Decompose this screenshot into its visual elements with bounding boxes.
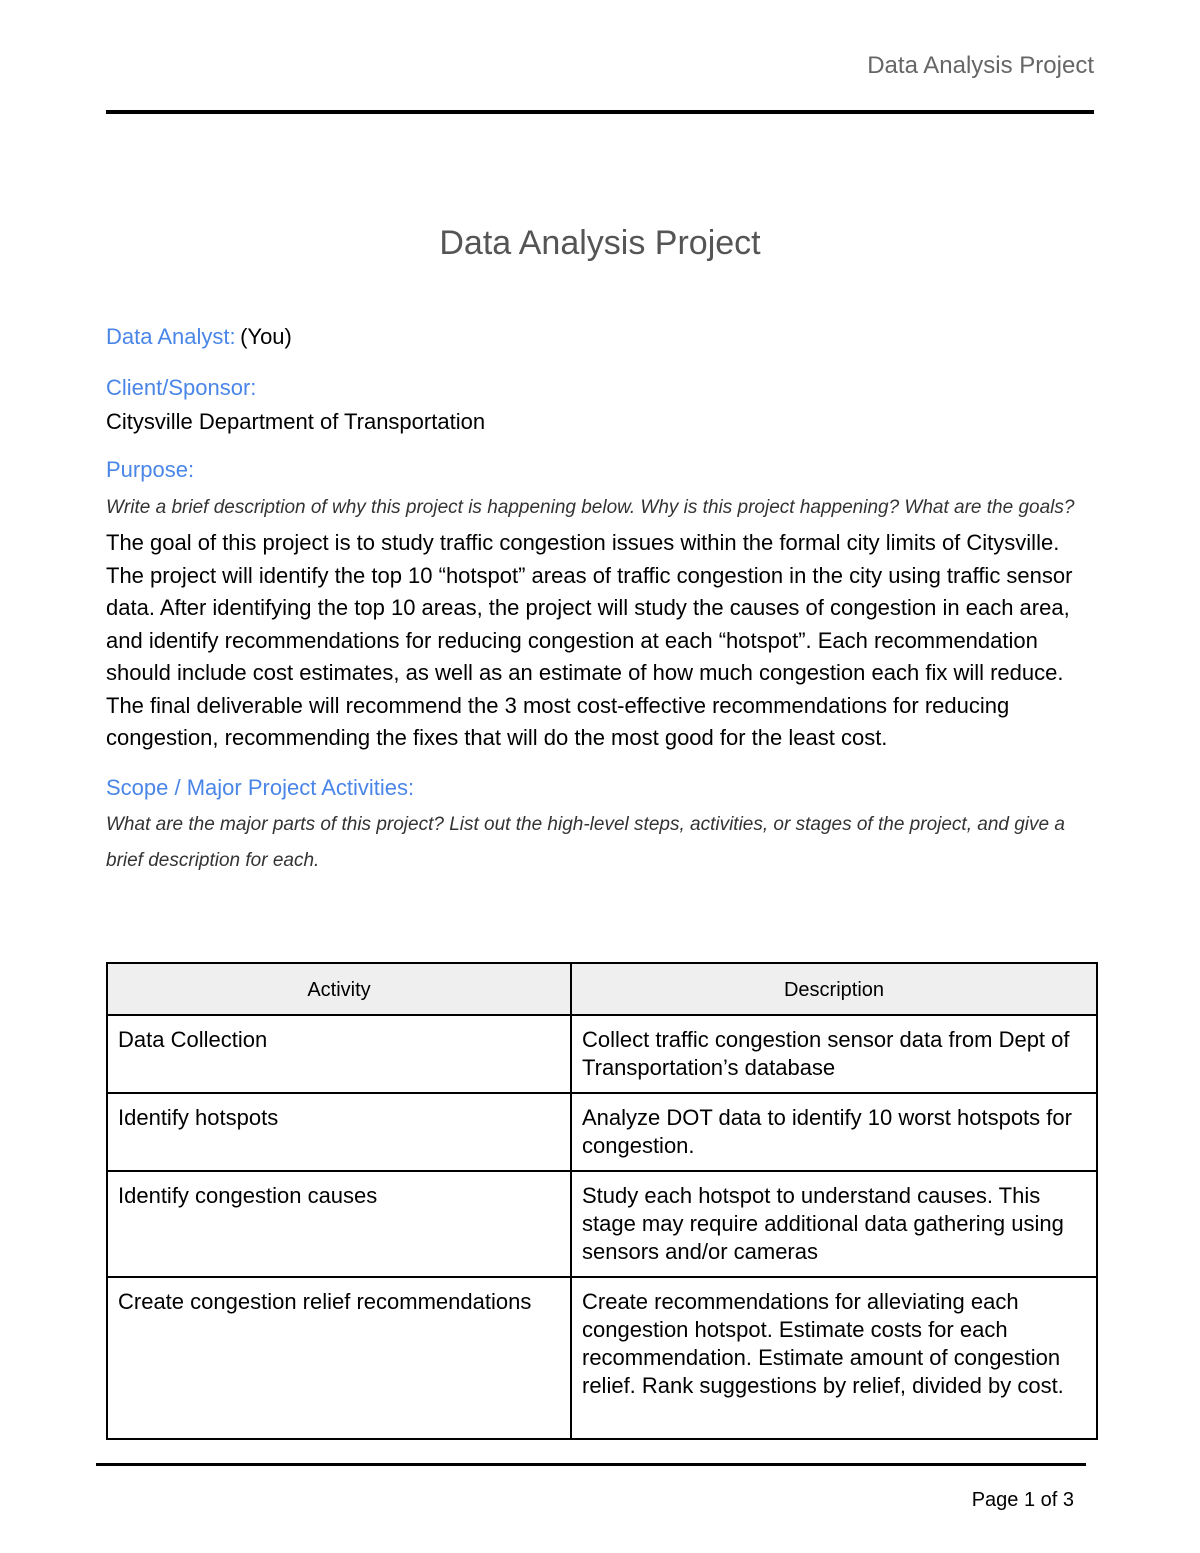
description-cell: Study each hotspot to understand causes. This stage may require additional data gathering using sensors and/or cameras xyxy=(571,1171,1097,1277)
scope-label: Scope / Major Project Activities: xyxy=(106,774,415,800)
description-cell: Analyze DOT data to identify 10 worst hotspots for congestion. xyxy=(571,1093,1097,1171)
scope-section xyxy=(106,771,1096,879)
activity-cell: Data Collection xyxy=(107,1015,571,1093)
activity-column-header: Activity xyxy=(107,963,571,1015)
table-header-row xyxy=(107,963,1097,1015)
activity-cell: Identify hotspots xyxy=(107,1093,571,1171)
page-header-text: Data Analysis Project xyxy=(867,52,1094,79)
analyst-label: Data Analyst: xyxy=(106,324,236,349)
scope-instruction: What are the major parts of this project? List out the high-level steps, activities, or stages of the project, and give a brief description for each. xyxy=(106,813,1065,871)
activities-table xyxy=(106,962,1098,1440)
purpose-text: The goal of this project is to study traffic congestion issues within the formal city limits of Citysville. The project will identify the top 10 “hotspot” areas of traffic congestion in the city using traffic sensor data. After identifying the top 10 areas, the project will study the causes of congestion in each area, and identify recommendations for reducing congestion at each “hotspot”. Each recommendation should include cost estimates, as well as an estimate of how much congestion each fix will reduce. The final deliverable will recommend the 3 most cost-effective recommendations for reducing congestion, recommending the fixes that will do the most good for the least cost. xyxy=(106,530,1073,750)
document-body xyxy=(106,320,1096,879)
client-value: Citysville Department of Transportation xyxy=(106,409,486,434)
purpose-instruction: Write a brief description of why this project is happening below. Why is this project happening? What are the goals? xyxy=(106,497,1075,518)
table-row xyxy=(107,1277,1097,1439)
client-label: Client/Sponsor: xyxy=(106,375,257,400)
document-title: Data Analysis Project xyxy=(439,224,761,262)
purpose-label: Purpose: xyxy=(106,457,195,482)
analyst-row xyxy=(106,320,1096,357)
table-row xyxy=(107,1093,1097,1171)
activity-cell: Identify congestion causes xyxy=(107,1171,571,1277)
analyst-value: (You) xyxy=(240,324,292,349)
activity-cell: Create congestion relief recommendations xyxy=(107,1277,571,1439)
description-cell: Create recommendations for alleviating each congestion hotspot. Estimate costs for each recommendation. Estimate amount of congestion relief. Rank suggestions by relief, divided by cost. xyxy=(571,1277,1097,1439)
description-cell: Collect traffic congestion sensor data from Dept of Transportation’s database xyxy=(571,1015,1097,1093)
header-divider xyxy=(106,110,1094,114)
table-row xyxy=(107,1171,1097,1277)
client-section xyxy=(106,371,1096,439)
purpose-section xyxy=(106,453,1096,755)
table-row xyxy=(107,1015,1097,1093)
footer-divider xyxy=(96,1463,1086,1466)
page-number: Page 1 of 3 xyxy=(971,1489,1074,1511)
description-column-header: Description xyxy=(571,963,1097,1015)
